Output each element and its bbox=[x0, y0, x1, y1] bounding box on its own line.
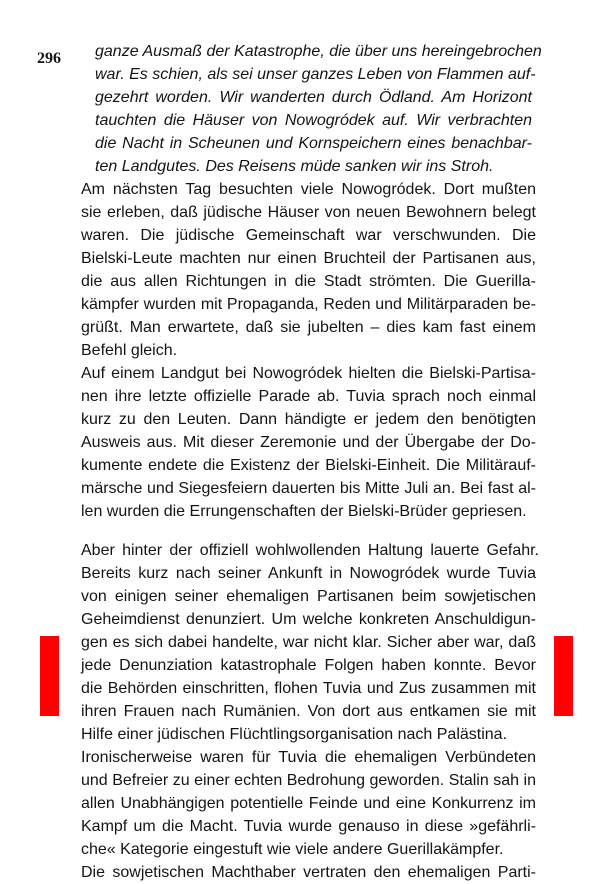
text-line: sie erleben, daß jüdische Häuser von neuen Bewohnern belegt bbox=[81, 204, 536, 221]
text-line: len wurden die Errungenschaften der Bielski-Brüder gepriesen. bbox=[81, 503, 527, 520]
text-line: Die sowjetischen Machthaber vertraten den ehemaligen Parti- bbox=[81, 864, 536, 881]
text-line: Ironischerweise waren für Tuvia die ehemaligen Verbündeten bbox=[81, 749, 536, 766]
text-line: che« Kategorie eingestuft wie viele andere Guerillakämpfer. bbox=[81, 841, 504, 858]
text-line: und Befreier zu einer echten Bedrohung geworden. Stalin sah in bbox=[81, 772, 536, 789]
text-line: von einigen seiner ehemaligen Partisanen beim sowjetischen bbox=[81, 588, 536, 605]
text-line: Bielski-Leute machten nur einen Bruchteil der Partisanen aus, bbox=[81, 250, 536, 267]
page-number: 296 bbox=[37, 50, 61, 67]
text-line: die aus allen Richtungen in die Stadt strömten. Die Guerilla- bbox=[81, 273, 536, 290]
text-line: gen es sich dabei handelte, war nicht klar. Sicher aber war, daß bbox=[81, 634, 536, 651]
text-line: die Behörden einschritten, flohen Tuvia und Zus zusammen mit bbox=[81, 680, 536, 697]
text-line: Geheimdienst denunziert. Um welche konkreten Anschuldigun- bbox=[81, 611, 536, 628]
text-line: nen ihre letzte offizielle Parade ab. Tuvia sprach noch einmal bbox=[81, 388, 536, 405]
text-line: Befehl gleich. bbox=[81, 342, 178, 359]
quote-line: tauchten die Häuser von Nowogródek auf. Wir verbrachten bbox=[95, 112, 532, 129]
right-margin-marker bbox=[554, 636, 573, 716]
text-line: grüßt. Man erwartete, daß sie jubelten – dies kam fast einem bbox=[81, 319, 536, 336]
text-line: jede Denunziation katastrophale Folgen haben konnte. Bevor bbox=[81, 657, 536, 674]
text-line: kurz zu den Leuten. Dann händigte er jedem den benötigten bbox=[81, 411, 536, 428]
quote-line: gezehrt worden. Wir wanderten durch Ödland. Am Horizont bbox=[95, 89, 532, 106]
text-line: märsche und Siegesfeiern dauerten bis Mitte Juli an. Bei fast al- bbox=[81, 480, 536, 497]
text-line: kumente endete die Existenz der Bielski-Einheit. Die Militärauf- bbox=[81, 457, 536, 474]
text-line: Bereits kurz nach seiner Ankunft in Nowogródek wurde Tuvia bbox=[81, 565, 536, 582]
quote-line: ten Landgutes. Des Reisens müde sanken wir ins Stroh. bbox=[95, 158, 494, 175]
text-line: Ausweis aus. Mit dieser Zeremonie und der Übergabe der Do- bbox=[81, 434, 536, 451]
text-line: ihren Frauen nach Rumänien. Von dort aus entkamen sie mit bbox=[81, 703, 536, 720]
text-line: Aber hinter der offiziell wohlwollenden Haltung lauerte Gefahr. bbox=[81, 542, 539, 559]
text-line: allen Unabhängigen potentielle Feinde und eine Konkurrenz im bbox=[81, 795, 536, 812]
text-line: Auf einem Landgut bei Nowogródek hielten die Bielski-Partisa- bbox=[81, 365, 536, 382]
quote-line: ganze Ausmaß der Katastrophe, die über uns hereingebrochen bbox=[95, 43, 542, 60]
text-line: Am nächsten Tag besuchten viele Nowogródek. Dort mußten bbox=[81, 181, 536, 198]
text-line: waren. Die jüdische Gemeinschaft war verschwunden. Die bbox=[81, 227, 536, 244]
text-line: Kampf um die Macht. Tuvia wurde genauso in diese »gefährli- bbox=[81, 818, 536, 835]
quote-line: war. Es schien, als sei unser ganzes Leben von Flammen auf- bbox=[95, 66, 536, 83]
left-margin-marker bbox=[40, 636, 59, 716]
text-line: Hilfe einer jüdischen Flüchtlingsorganisation nach Palästina. bbox=[81, 726, 508, 743]
text-line: kämpfer wurden mit Propaganda, Reden und Militärparaden be- bbox=[81, 296, 536, 313]
quote-line: die Nacht in Scheunen und Kornspeichern eines benachbar- bbox=[95, 135, 532, 152]
